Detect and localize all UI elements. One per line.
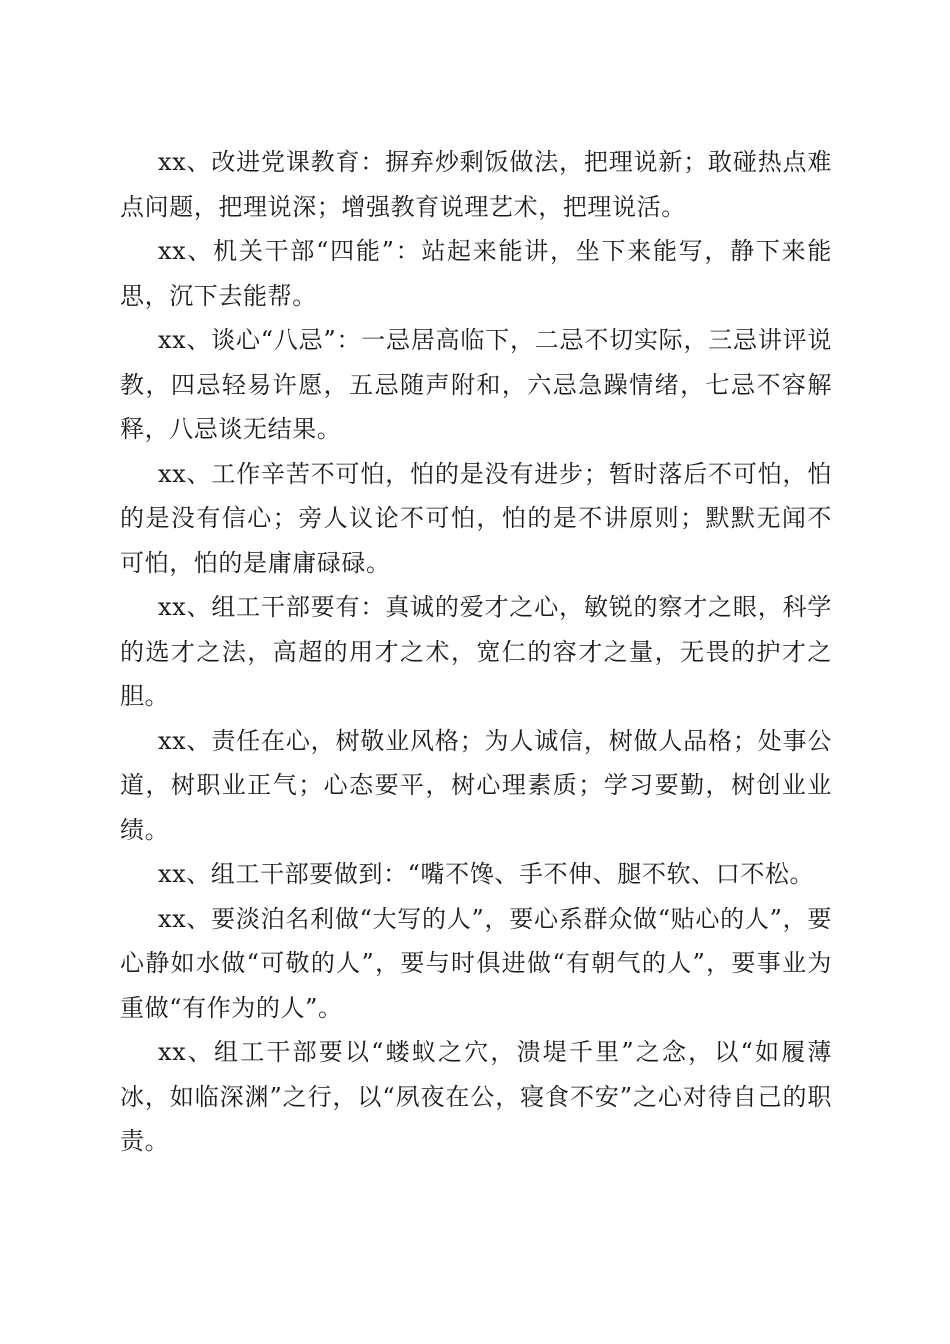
- document-body: [120, 140, 832, 1164]
- paragraph-1: xx、改进党课教育：摒弃炒剩饭做法，把理说新；敢碰热点难点问题，把理说深；增强教育说理艺术，把理说活。: [120, 148, 832, 221]
- paragraph-5: xx、组工干部要有：真诚的爱才之心，敏锐的察才之眼，科学的选才之法，高超的用才之术，宽仁的容才之量，无畏的护才之胆。: [120, 593, 832, 710]
- paragraph-4: xx、工作辛苦不可怕，怕的是没有进步；暂时落后不可怕，怕的是没有信心；旁人议论不可怕，怕的是不讲原则；默默无闻不可怕，怕的是庸庸碌碌。: [120, 459, 832, 577]
- paragraph-8: xx、要淡泊名利做“大写的人”，要心系群众做“贴心的人”，要心静如水做“可敬的人”，要与时俱进做“有朝气的人”，要事业为重做“有作为的人”。: [120, 904, 832, 1022]
- paragraph-2: xx、机关干部“四能”：站起来能讲，坐下来能写，静下来能思，沉下去能帮。: [120, 237, 832, 310]
- paragraph-9: xx、组工干部要以“蝼蚁之穴，溃堤千里”之念，以“如履薄冰，如临深渊”之行，以“夙夜在公，寝食不安”之心对待自己的职责。: [120, 1038, 832, 1155]
- paragraph-7: xx、组工干部要做到：“嘴不馋、手不伸、腿不软、口不松。: [158, 860, 815, 888]
- paragraph-6: xx、责任在心，树敬业风格；为人诚信，树做人品格；处事公道，树职业正气；心态要平，树心理素质；学习要勤，树创业业绩。: [120, 726, 832, 844]
- paragraph-3: xx、谈心“八忌”：一忌居高临下，二忌不切实际，三忌讲评说教，四忌轻易许愿，五忌随声附和，六忌急躁情绪，七忌不容解释，八忌谈无结果。: [120, 326, 832, 443]
